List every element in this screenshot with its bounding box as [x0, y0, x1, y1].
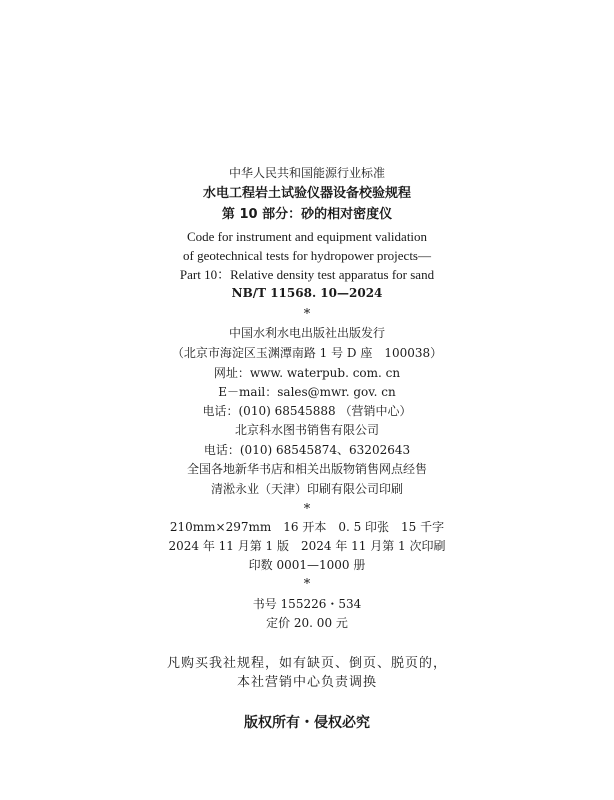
- distributor-phone: 电话：(010) 68545874、63202643: [203, 443, 411, 457]
- separator-1: *: [303, 307, 311, 322]
- publisher-email: E－mail：sales@mwr. gov. cn: [218, 385, 396, 399]
- replacement-notice-line1: 凡购买我社规程，如有缺页、倒页、脱页的，: [166, 656, 447, 671]
- publisher-phone: 电话：(010) 68545888 （营销中心）: [202, 404, 412, 418]
- rights-notice: 版权所有・侵权必究: [244, 715, 370, 731]
- retail-note: 全国各地新华书店和相关出版物销售网点经售: [186, 462, 427, 476]
- distributor-name: 北京科水图书销售有限公司: [234, 423, 379, 437]
- publisher-address: （北京市海淀区玉渊潭南路 1 号 D 座 100038）: [171, 346, 443, 360]
- separator-2: *: [303, 502, 311, 517]
- title-cn: 水电工程岩土试验仪器设备校验规程: [202, 186, 411, 201]
- part-title-cn: 第 10 部分：砂的相对密度仪: [221, 207, 393, 222]
- title-en-line3: Part 10：Relative density test apparatus for sand: [179, 267, 435, 282]
- replacement-notice-line2: 本社营销中心负责调换: [236, 675, 377, 690]
- title-en-line2: of geotechnical tests for hydropower projects—: [182, 248, 431, 263]
- title-en-line1: Code for instrument and equipment validation: [186, 229, 428, 244]
- print-run: 印数 0001—1000 册: [248, 558, 366, 572]
- edition-info: 2024 年 11 月第 1 版 2024 年 11 月第 1 次印刷: [168, 539, 446, 553]
- book-number: 书号 155226・534: [252, 597, 362, 611]
- separator-3: *: [303, 577, 311, 592]
- price: 定价 20. 00 元: [266, 616, 348, 630]
- printer-name: 清淞永业（天津）印刷有限公司印刷: [210, 482, 403, 496]
- standard-number: NB/T 11568. 10—2024: [231, 286, 383, 300]
- publisher-website: 网址：www. waterpub. com. cn: [213, 366, 401, 380]
- standard-type: 中华人民共和国能源行业标准: [228, 166, 385, 180]
- format-specs: 210mm×297mm 16 开本 0. 5 印张 15 千字: [169, 520, 445, 534]
- publisher-name: 中国水利水电出版社出版发行: [228, 326, 385, 340]
